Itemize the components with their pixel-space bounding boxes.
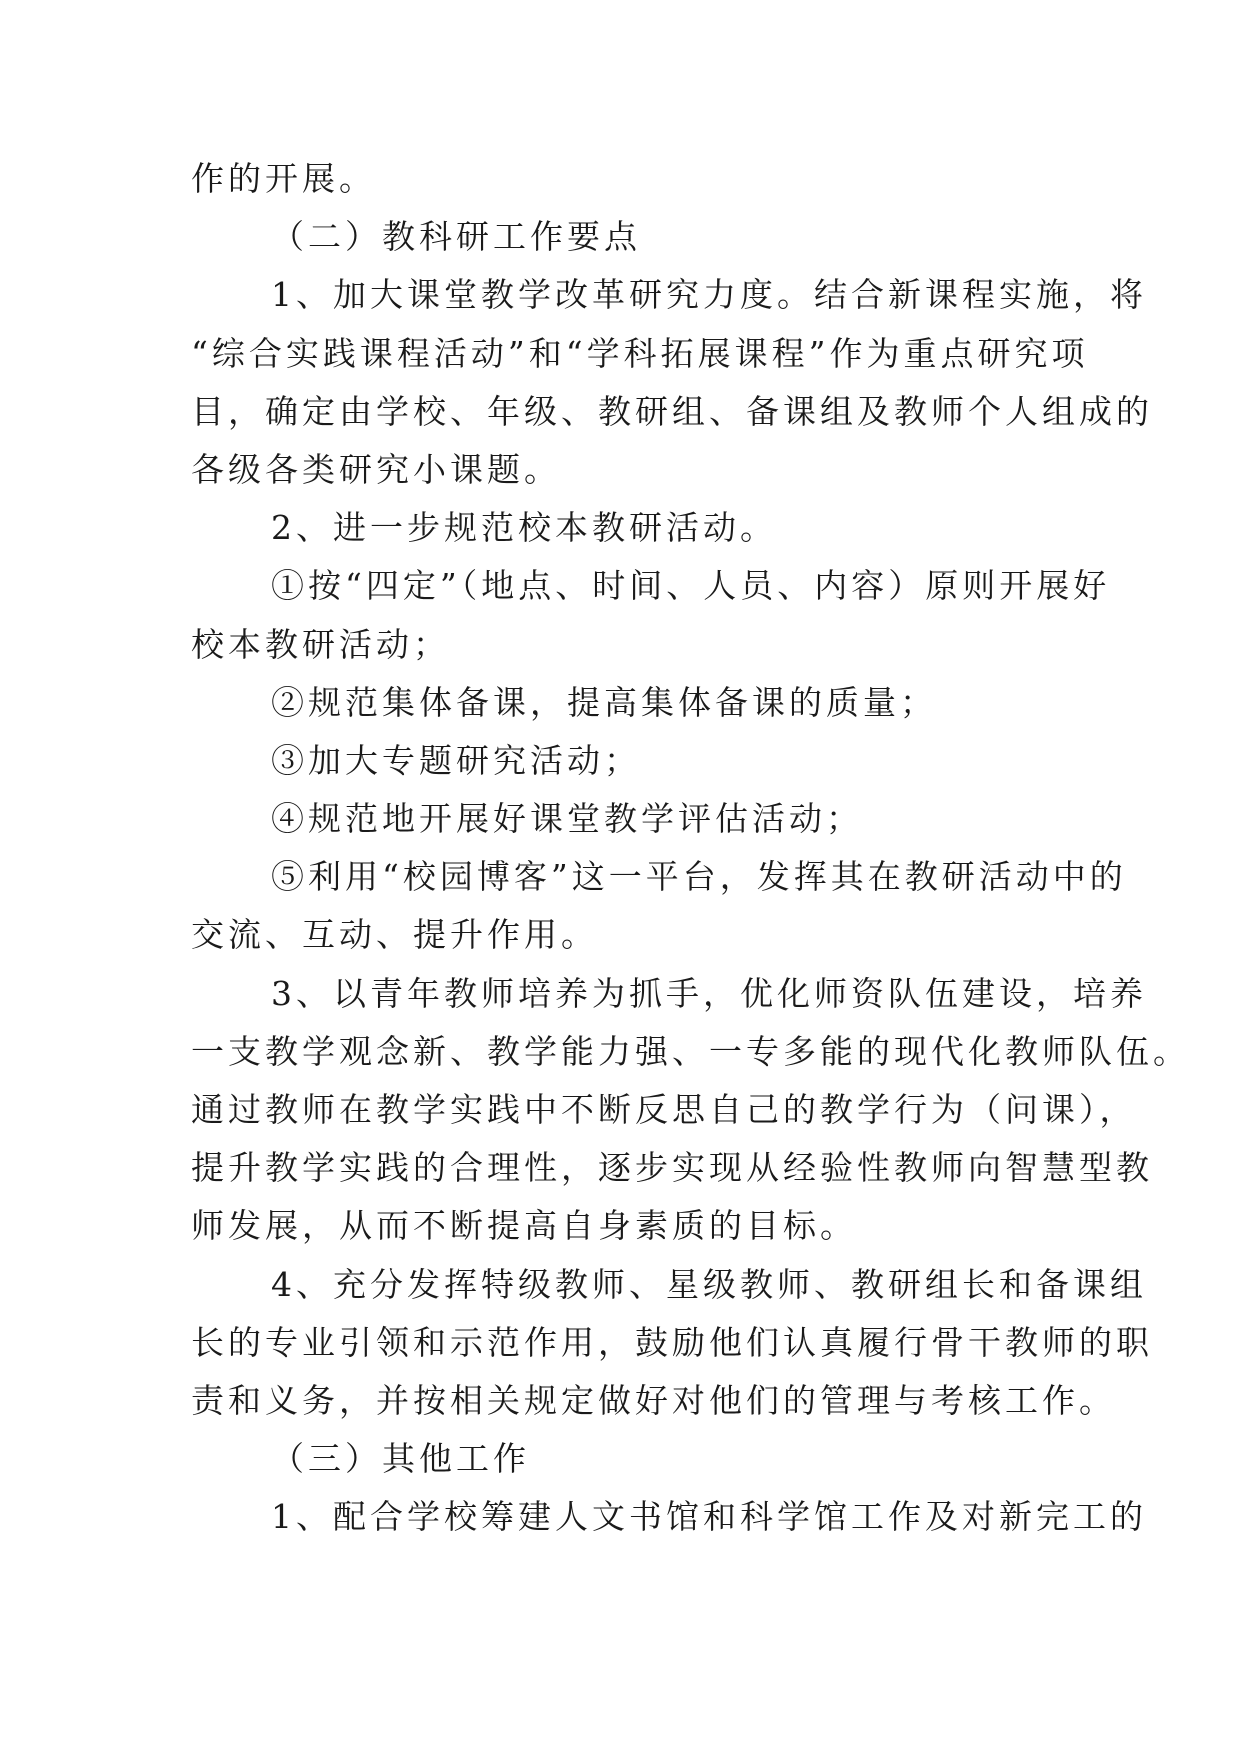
text-line: （二）教科研工作要点 bbox=[271, 217, 641, 257]
text-line: 作的开展。 bbox=[191, 159, 376, 198]
text-line: 2、进一步规范校本教研活动。 bbox=[271, 508, 777, 548]
text-line: 责和义务，并按相关规定做好对他们的管理与考核工作。 bbox=[191, 1380, 1116, 1420]
text-line: 交流、互动、提升作用。 bbox=[191, 915, 598, 955]
text-line: 3、以青年教师培养为抓手，优化师资队伍建设，培养 bbox=[271, 973, 1147, 1013]
text-line: （三）其他工作 bbox=[271, 1439, 530, 1479]
text-line: ④规范地开展好课堂教学评估活动； bbox=[271, 799, 863, 839]
text-line: 1、加大课堂教学改革研究力度。结合新课程实施，将 bbox=[271, 275, 1147, 315]
text-line: ⑤利用“校园博客”这一平台，发挥其在教研活动中的 bbox=[271, 857, 1127, 897]
text-line: 提升教学实践的合理性，逐步实现从经验性教师向智慧型教 bbox=[191, 1148, 1153, 1188]
text-line: ①按“四定”（地点、时间、人员、内容）原则开展好 bbox=[271, 566, 1111, 606]
text-line: 1、配合学校筹建人文书馆和科学馆工作及对新完工的 bbox=[271, 1497, 1147, 1537]
text-line: 师发展，从而不断提高自身素质的目标。 bbox=[191, 1206, 857, 1246]
body-text bbox=[191, 150, 1190, 1547]
text-line: 校本教研活动； bbox=[191, 624, 450, 664]
text-line: 长的专业引领和示范作用，鼓励他们认真履行骨干教师的职 bbox=[191, 1322, 1153, 1362]
text-line: 一支教学观念新、教学能力强、一专多能的现代化教师队伍。 bbox=[191, 1031, 1190, 1071]
text-line: ③加大专题研究活动； bbox=[271, 740, 641, 780]
text-line: “综合实践课程活动”和“学科拓展课程”作为重点研究项 bbox=[191, 333, 1089, 373]
text-line: ②规范集体备课，提高集体备课的质量； bbox=[271, 682, 937, 722]
text-line: 4、充分发挥特级教师、星级教师、教研组长和备课组 bbox=[271, 1264, 1147, 1304]
text-line: 通过教师在教学实践中不断反思自己的教学行为（问课）， bbox=[191, 1090, 1137, 1129]
text-line: 目，确定由学校、年级、教研组、备课组及教师个人组成的 bbox=[191, 391, 1153, 431]
text-line: 各级各类研究小课题。 bbox=[191, 449, 561, 489]
